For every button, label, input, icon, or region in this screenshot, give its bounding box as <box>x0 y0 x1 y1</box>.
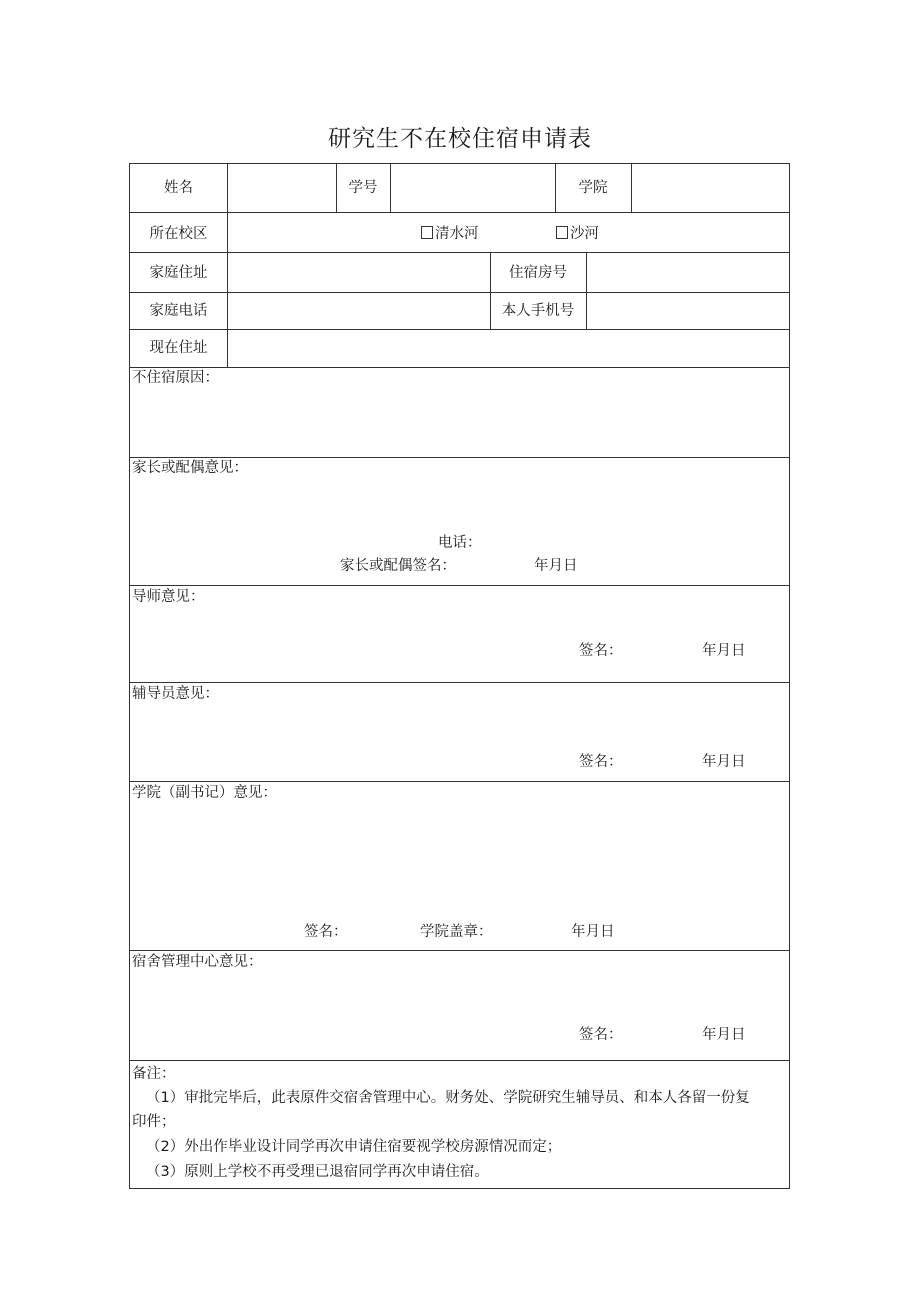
row-divider <box>130 1060 789 1061</box>
advisor-opinion-label: 导师意见： <box>132 589 205 605</box>
application-form <box>129 163 790 1189</box>
row-divider <box>130 585 789 586</box>
campus-label: 所在校区 <box>149 226 208 242</box>
mobile-label: 本人手机号 <box>501 303 575 319</box>
home-phone-label: 家庭电话 <box>149 303 208 319</box>
row-divider <box>130 781 789 782</box>
parent-opinion-label: 家长或配偶意见： <box>132 460 248 476</box>
advisor-sign-date: 年月日 <box>702 643 746 659</box>
dorm-room-label: 住宿房号 <box>509 265 567 281</box>
home-phone-field[interactable] <box>228 293 489 328</box>
advisor-sign-label: 签名： <box>579 643 623 659</box>
counselor-sign-label: 签名： <box>579 754 623 770</box>
checkbox-icon[interactable] <box>421 226 433 239</box>
dorm-center-sign-date: 年月日 <box>702 1027 746 1043</box>
note-3: （3）原则上学校不再受理已退宿同学再次申请住宿。 <box>146 1164 489 1180</box>
dorm-room-field[interactable] <box>587 253 789 291</box>
name-label: 姓名 <box>164 180 193 196</box>
current-address-field[interactable] <box>228 330 789 366</box>
row-divider <box>130 212 789 213</box>
home-address-field[interactable] <box>228 253 489 291</box>
college-seal-label: 学院盖章： <box>420 924 493 940</box>
row-divider <box>130 367 789 368</box>
form-title: 研究生不在校住宿申请表 <box>328 126 592 152</box>
row-divider <box>130 457 789 458</box>
campus-option-shahe[interactable]: 沙河 <box>556 225 599 243</box>
checkbox-icon[interactable] <box>556 226 568 239</box>
note-1-continued: 印件； <box>132 1114 176 1130</box>
row-divider <box>130 682 789 683</box>
reason-label: 不住宿原因： <box>132 370 219 386</box>
counselor-opinion-label: 辅导员意见： <box>132 686 219 702</box>
parent-phone-label: 电话： <box>438 535 482 551</box>
home-address-label: 家庭住址 <box>149 265 208 281</box>
parent-sign-label: 家长或配偶签名： <box>340 558 456 574</box>
campus-option-qingshuihe[interactable]: 清水河 <box>421 225 479 243</box>
college-sign-date: 年月日 <box>571 924 615 940</box>
row-divider <box>130 950 789 951</box>
name-field[interactable] <box>228 165 335 211</box>
college-label: 学院 <box>578 180 608 196</box>
dorm-center-opinion-label: 宿舍管理中心意见： <box>132 954 263 970</box>
notes-heading: 备注： <box>132 1066 176 1082</box>
college-field[interactable] <box>632 165 789 211</box>
college-opinion-label: 学院（副书记）意见： <box>132 785 277 801</box>
college-sign-label: 签名： <box>304 924 348 940</box>
parent-sign-date: 年月日 <box>534 558 578 574</box>
note-2: （2）外出作毕业设计同学再次申请住宿要视学校房源情况而定； <box>146 1139 562 1155</box>
student-id-label: 学号 <box>348 180 378 196</box>
current-address-label: 现在住址 <box>149 340 208 356</box>
note-1: （1）审批完毕后，此表原件交宿舍管理中心。财务处、学院研究生辅导员、和本人各留一份复 <box>146 1090 750 1106</box>
dorm-center-sign-label: 签名： <box>579 1027 623 1043</box>
mobile-field[interactable] <box>587 293 789 328</box>
student-id-field[interactable] <box>391 165 554 211</box>
counselor-sign-date: 年月日 <box>702 754 746 770</box>
